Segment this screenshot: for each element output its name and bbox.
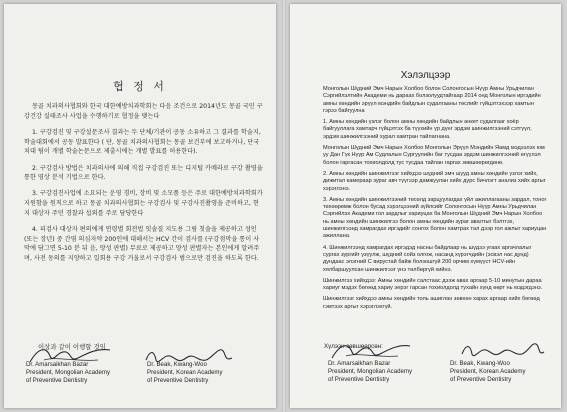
clause-4-method: Шинжилгээг хийхдээ амны хөндийн толь ашиглан зөвхөн харах аргаар хийх бөгөөд гэмтээх аргыг хэрэглэхгүй. xyxy=(323,296,540,310)
signatory-title: President, Mongolian Academy xyxy=(26,369,111,377)
signatory-name: Dr. Amarsaikhan Bazar xyxy=(328,360,391,367)
clause-4: 4. Шинжилгээнд хамрагдах иргэдэд насны байдлаар нь шүдээ угаах аргачлалыг сургах зургийг үзүүлж, шүдний сойз олгож, насанд хүрэгчдийн (эсвэл нас дунд) дундаас элэгний С вирустай байж болзошгүй 200 орчим хүмүүст HCV-ийн хялбаршуулсан шинжилгээг үнэ төлбөргүй хийнэ. xyxy=(323,244,532,273)
signatory-org: of Preventive Dentistry xyxy=(328,376,390,384)
page-title: 협 정 서 xyxy=(113,80,167,93)
intro-paragraph: Монголын Шүдний Эмч Нарын Холбоо болон Солонгосын Нүүр Амны Урьдчилан Сэргийлэлтийн Академи нь дараах болзолуудтайгаар 2014 онд Монголын иргэдийн амны хөндийн эрүүл мэндийн байдлын судалгааны төслийг гүйцэтгэхээр хамтын гэрээ байгуулна xyxy=(323,86,541,114)
signatory-mongolian xyxy=(26,361,110,386)
signatory-name: Dr. Beak, Kwang-Woo xyxy=(450,360,510,367)
page-title: Хэлэлцээр xyxy=(400,70,451,81)
signatory-org: of Preventive Dentistry xyxy=(147,377,209,385)
mongolian-agreement-page xyxy=(290,4,561,408)
korean-agreement-page xyxy=(4,4,276,408)
clause-1: 1. 구강검진 및 구강설문조사 결과는 두 단체/기관이 공동 소유하고 그 결과를 학술지, 학술대회에서 공동 발표한다 ( 단, 몽골 치과의사협회는 몽골 보건부에 보고하거나, 단국치대 팀이 개별 학술논문으로 제출시에는 개별 발표를 허용한다). xyxy=(24,128,261,156)
clause-3: 3. 구강검진사업에 소요되는 운영 경비, 장비 및 소모품 등은 주로 대한예방치과학회가 지원함을 원칙으로 하고 몽골 치과의사협회는 구강검사 및 구강사진촬영을 준비하고, 현지 대상자 주민 경찰과 섭외를 주로 담당한다 xyxy=(24,190,263,217)
signatory-org: of Preventive Dentistry xyxy=(26,377,88,385)
clause-3: 3. Амны хөндийн шинжилгээний төсөлд зарцуулагдах үйл ажиллагааны зардал, тоног төхөөрөмж болон бусад хэрэгцээний зүйлсийг Солонгосын Нүүр Амны Урьдчилан Сэргийлэх Академи гол зардлыг хариуцах ба Монголын Шүдний Эмч Нарын Холбоо нь амны хөндийн шинжилгээ болон амны хөндийн зураг авалтыг бэлтгэх, шинжилгээнд хамрагдах иргэдийг сонгох болон хамтрах тал дээр гол ажлыг хариуцан ажиллана. xyxy=(323,196,547,240)
signatory-title: President, Mongolian Academy xyxy=(328,368,413,376)
signature-korean xyxy=(458,338,548,362)
clause-1: 1. Амны хөндийн үзлэг болон амны хөндийн байдлын анкет судалгааг хоёр байгууллага хамтарч гүйцэтгэх ба түүхийн үр дүнг эрдэм шинжилгээний сэтгүүл, эрдэм шинжилгээний хурал хамтран тайлагнана. xyxy=(323,119,532,140)
clause-2: 2. Амны хөндийн шинжилгээг хийхдээ шүдний эмч шууд амны хөндийн үзлэг хийх, дижитал камераар зураг авч түүгээр дамжуулан хийх дүрс бичлэгт анализ хийх аргыг хэрэглэнэ. xyxy=(323,170,546,192)
agreement-body xyxy=(24,102,264,270)
agreement-body xyxy=(323,86,549,315)
signatory-title: President, Korean Academy xyxy=(147,369,223,377)
signatory-name: Dr. Beak, Kwang-Woo xyxy=(147,361,207,368)
signatory-org: of Preventive Dentistry xyxy=(450,376,512,384)
signatory-korean xyxy=(147,361,223,386)
clause-1-note: Монголын Шүдний Эмч Нарын Холбоо Монголын Эрүүл Мэндийн Яамд мэдээлэх юм уу Дан Гүк Нүүр Ам Судлалын Сургуулийн баг тусдаа эрдэм шинжилгээний өгүүлэл болон гаргасан тохиолдолд тус тусдаа тайлан гаргах зөвшөөрөгдөнө. xyxy=(323,145,545,166)
intro-paragraph: 몽골 치과의사협회와 한국 대한예방치과학회는 다음 조건으로 2014년도 몽골 국민 구강건강 실태조사 사업을 수행하기로 협정을 맺는다 xyxy=(24,103,263,120)
signatory-korean xyxy=(450,360,526,385)
signatory-name: Dr. Amarsaikhan Bazar xyxy=(26,361,89,368)
clause-4: 4. 피검사 대상자 편의에게 연령별 회전법 잇솔질 지도용 그림 칫솔을 제공하고 성인(또는 장년) 중 간염 의심자약 200인에 대해서는 HCV 간이 검사를 (구강점막을 통이 사막에 담그면 5-10 분 뒤 음, 양성 판별) 무료로 제공하고 양성 판별자는 본인에게 알려주며, 사전 동의를 지양하고 일회용 구강 거울로서 구강검사 범으로만 검진을 하도록 한다. xyxy=(24,226,260,263)
clause-4-note: Шинжилгээ хийхдээ: Амны хөндийн салстаас дээж авах аргаар 5-10 минутын дараа хариуг мэдэх бөгөөд хариу эерэг гарсан тохиолдолд тухайн хүнд өөрт нь мэдэгдэнэ. xyxy=(323,277,543,292)
clause-2: 2. 구강검사 방법은 치과의사에 의해 직접 구강검진 또는 디지털 카메라로 구강 촬영을 통한 영상 분석 기법으로 한다. xyxy=(24,164,263,182)
signatory-title: President, Korean Academy xyxy=(450,368,526,376)
page-fold xyxy=(282,0,286,412)
closing-line: Хүлээн зөвшөөрсөн: xyxy=(324,343,383,350)
signatory-mongolian xyxy=(328,360,412,385)
closing-line: 이상과 같이 이행할 것임 xyxy=(38,343,106,351)
